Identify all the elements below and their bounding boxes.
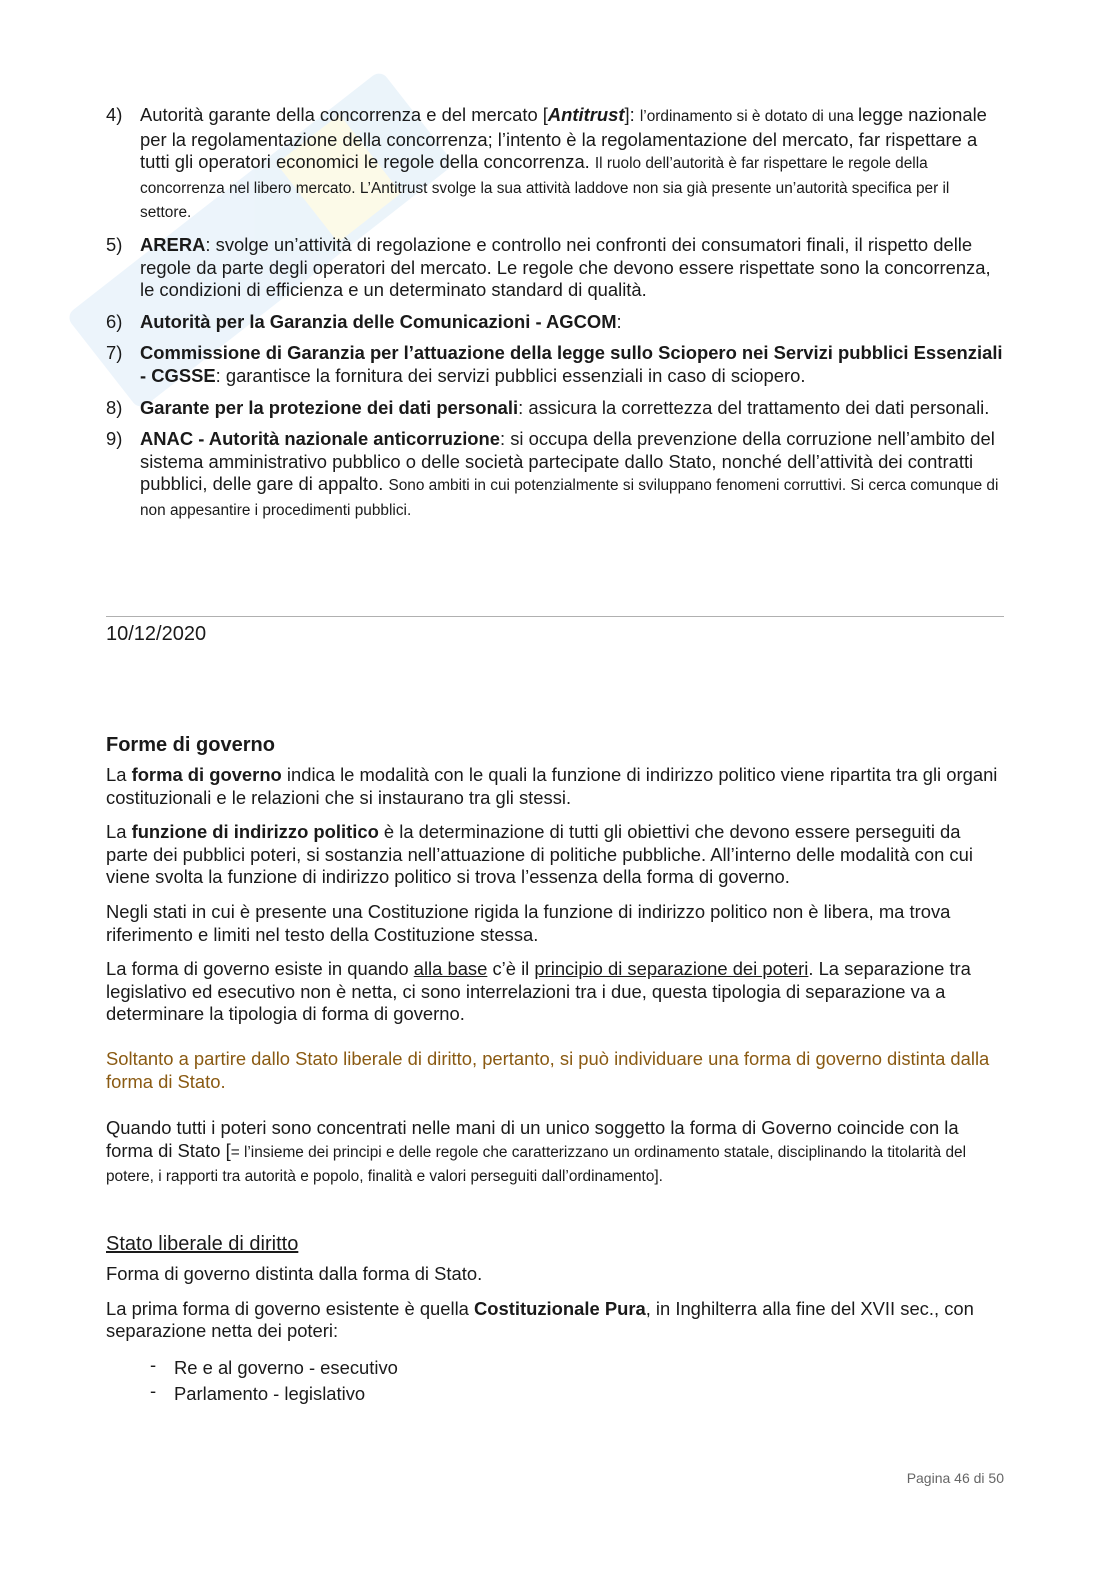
highlighted-paragraph: Soltanto a partire dallo Stato liberale di diritto, pertanto, si può individuare una forma di governo distinta dalla forma di Stato. [106,1047,990,1092]
paragraph: La prima forma di governo esistente è quella Costituzionale Pura, in Inghilterra alla fine del XVII sec., con separazione netta dei poteri: [106,1297,974,1342]
paragraph: La forma di governo esiste in quando alla base c’è il principio di separazione dei poteri. La separazione tra legislativo ed esecutivo non è netta, ci sono interrelazioni tra i due, questa tipologia di separazione va a determinare la tipologia di forma di governo. [106,958,971,1025]
list-item: - Parlamento - legislativo [150,1381,1004,1407]
authorities-list [106,104,1004,523]
list-item: 4) Autorità garante della concorrenza e del mercato [Antitrust]: l’ordinamento si è dotato di una legge nazionale per la regolamentazione della concorrenza; l’intento è la regolamentazione del mercato, far rispettare a tutti gli operatori economici le regole della concorrenza. Il ruolo dell’autorità è far rispettare le regole della concorrenza nel libero mercato. L’Antitrust svolge la sua attività laddove non sia già presente un’autorità specifica per il settore. [106,104,987,222]
list-item: 8) Garante per la protezione dei dati personali: assicura la correttezza del trattamento dei dati personali. [106,396,990,418]
list-item: - Re e al governo - esecutivo [150,1355,1004,1381]
powers-list [106,1355,1004,1407]
paragraph: Quando tutti i poteri sono concentrati nelle mani di un unico soggetto la forma di Governo coincide con la forma di Stato [= l’insieme dei principi e delle regole che caratterizzano un ordinamento statale, disciplinando la titolarità del potere, i rapporti tra autorità e popolo, finalità e valori perseguiti dall’ordinamento]. [106,1117,967,1186]
list-item: 7) Commissione di Garanzia per l’attuazione della legge sullo Sciopero nei Servizi pubblici Essenziali - CGSSE: garantisce la fornitura dei servizi pubblici essenziali in caso di sciopero. [106,342,1003,386]
paragraph: Forma di governo distinta dalla forma di Stato. [106,1262,483,1284]
page-number: Pagina 46 di 50 [906,1470,1004,1486]
list-item: 6) Autorità per la Garanzia delle Comunicazioni - AGCOM: [106,310,622,332]
list-item: 9) ANAC - Autorità nazionale anticorruzione: si occupa della prevenzione della corruzione nell’ambito del sistema amministrativo pubblico o delle società partecipate dallo Stato, nonché dell’attività dei contratti pubblici, delle gare di appalto. Sono ambiti in cui potenzialmente si sviluppano fenomeni corruttivi. Si cerca comunque di non appesantire i procedimenti pubblici. [106,428,999,519]
section-title: Forme di governo [106,734,275,756]
date-heading: 10/12/2020 [106,623,207,645]
paragraph: La forma di governo indica le modalità con le quali la funzione di indirizzo politico viene ripartita tra gli organi costituzionali e le relazioni che si instaurano tra gli stessi. [106,764,998,808]
section-divider [106,616,1004,617]
subsection-title: Stato liberale di diritto [106,1232,299,1255]
paragraph: La funzione di indirizzo politico è la determinazione di tutti gli obiettivi che devono essere perseguiti da parte dei pubblici poteri, si sostanzia nell’attuazione di politiche pubbliche. All’interno delle modalità con cui viene svolta la funzione di indirizzo politico si trova l’essenza della forma di governo. [106,821,973,888]
list-item: 5) ARERA: svolge un’attività di regolazione e controllo nei confronti dei consumatori finali, il rispetto delle regole da parte degli operatori del mercato. Le regole che devono essere rispettate sono la concorrenza, le condizioni di efficienza e un determinato standard di qualità. [106,233,991,301]
paragraph: Negli stati in cui è presente una Costituzione rigida la funzione di indirizzo politico non è libera, ma trova riferimento e limiti nel testo della Costituzione stessa. [106,900,951,945]
forme-di-governo-section [106,732,1004,1407]
